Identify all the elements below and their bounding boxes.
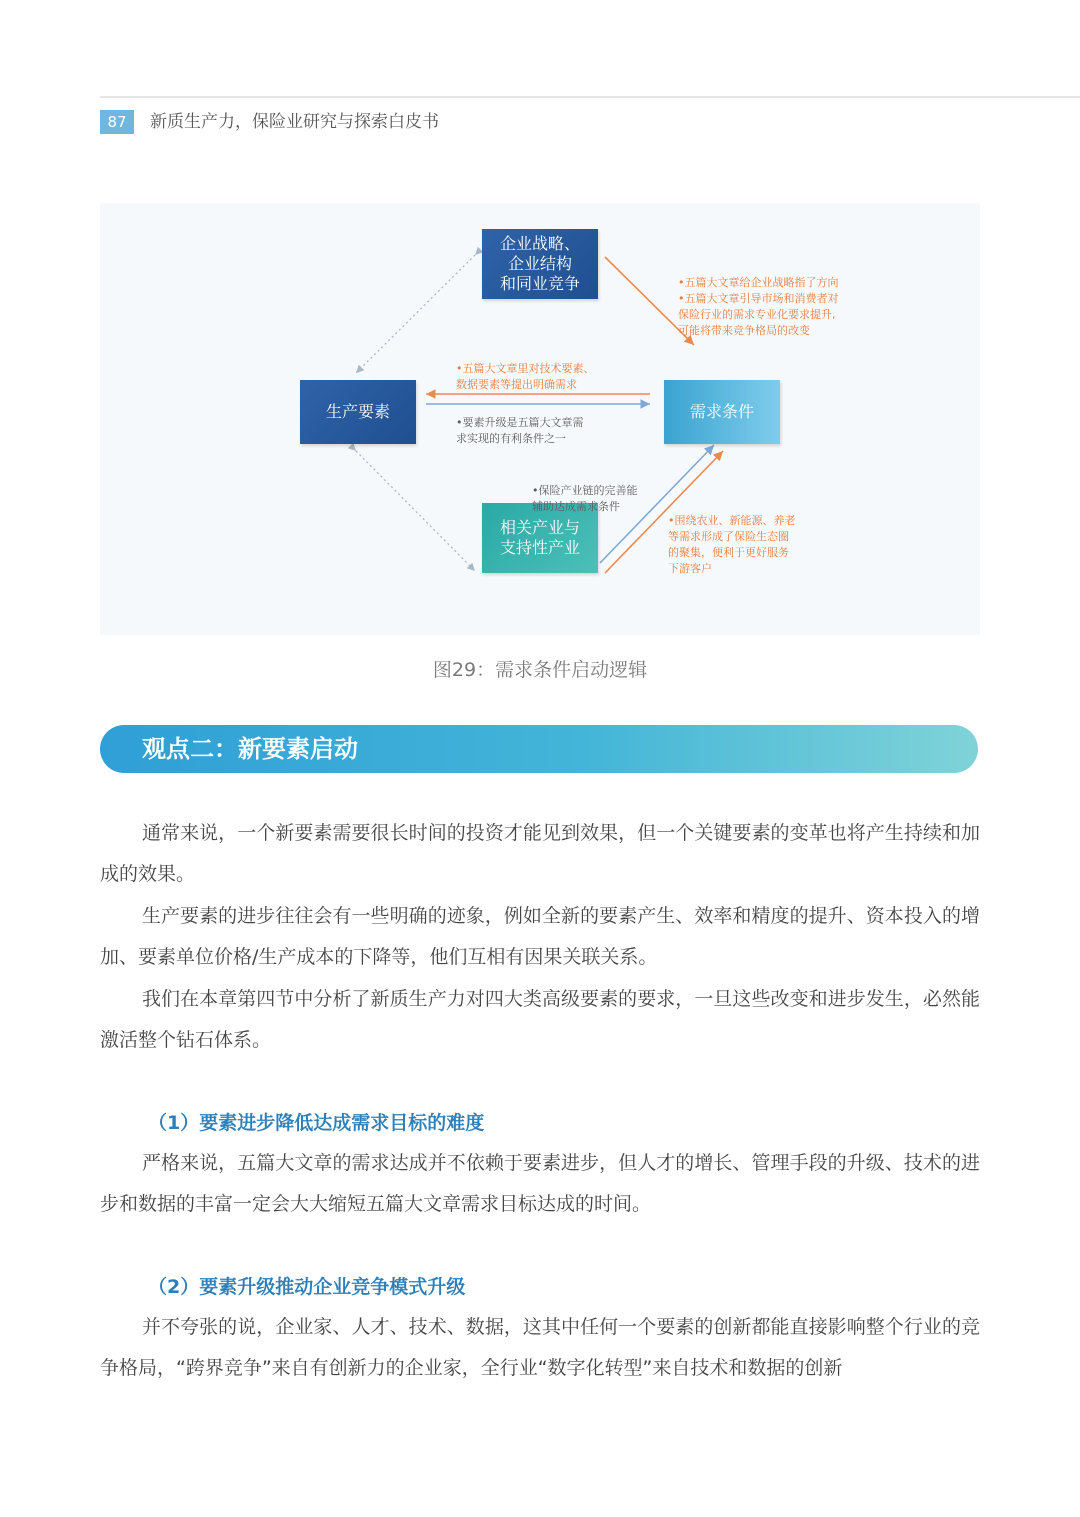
subsection-text-2: 并不夸张的说，企业家、人才、技术、数据，这其中任何一个要素的创新都能直接影响整个行业的竞争格局，“跨界竞争”来自有创新力的企业家，全行业“数字化转型”来自技术和数据的创新 [100,1316,980,1379]
subsection-heading-2: （2）要素升级推动企业竞争模式升级 [148,1276,466,1298]
note-factor-upgrade: •要素升级是五篇大文章需 求实现的有利条件之一 [456,416,584,445]
dotted-arrow-factor-related [356,451,475,571]
header-rule [100,96,1080,98]
node-factor-label: 生产要素 [325,402,390,421]
node-strategy-structure-competition [482,229,598,299]
running-title: 新质生产力，保险业研究与探索白皮书 [150,112,439,132]
note-industry-chain: •保险产业链的完善能 辅助达成需求条件 [532,484,638,513]
subsection-heading-1: （1）要素进步降低达成需求目标的难度 [148,1112,485,1134]
section-title: 观点二：新要素启动 [142,735,358,763]
node-demand-label: 需求条件 [689,402,754,421]
note-factor-requirements: •五篇大文章里对技术要素、 数据要素等提出明确需求 [456,362,595,391]
node-related-label: 相关产业与 支持性产业 [499,518,580,557]
node-strategy-label: 企业战略、 企业结构 和同业竞争 [499,234,580,293]
paragraph-2: 生产要素的进步往往会有一些明确的迹象，例如全新的要素产生、效率和精度的提升、资本投入的增加、要素单位价格/生产成本的下降等，他们互相有因果关联关系。 [100,905,980,968]
note-strategy-demand: •五篇大文章给企业战略指了方向 •五篇大文章引导市场和消费者对 保险行业的需求专业化要求提升, 可能将带来竞争格局的改变 [678,276,839,337]
note-insurance-ecosystem: •围绕农业、新能源、养老 等需求形成了保险生态圈 的聚集，便利于更好服务 下游客户 [668,514,796,575]
node-demand-conditions [664,380,780,444]
page-number: 87 [100,110,134,134]
section-banner [100,725,978,773]
diagram-figure [100,203,980,635]
paragraph-1: 通常来说，一个新要素需要很长时间的投资才能见到效果，但一个关键要素的变革也将产生持续和加成的效果。 [100,822,980,885]
figure-caption: 图29：需求条件启动逻辑 [432,659,648,681]
dotted-arrow-strategy-factor [356,255,475,373]
paragraph-3: 我们在本章第四节中分析了新质生产力对四大类高级要素的要求，一旦这些改变和进步发生，必然能激活整个钻石体系。 [100,988,980,1051]
node-production-factors [300,380,416,444]
subsection-text-1: 严格来说，五篇大文章的需求达成并不依赖于要素进步，但人才的增长、管理手段的升级、技术的进步和数据的丰富一定会大大缩短五篇大文章需求目标达成的时间。 [100,1152,980,1215]
